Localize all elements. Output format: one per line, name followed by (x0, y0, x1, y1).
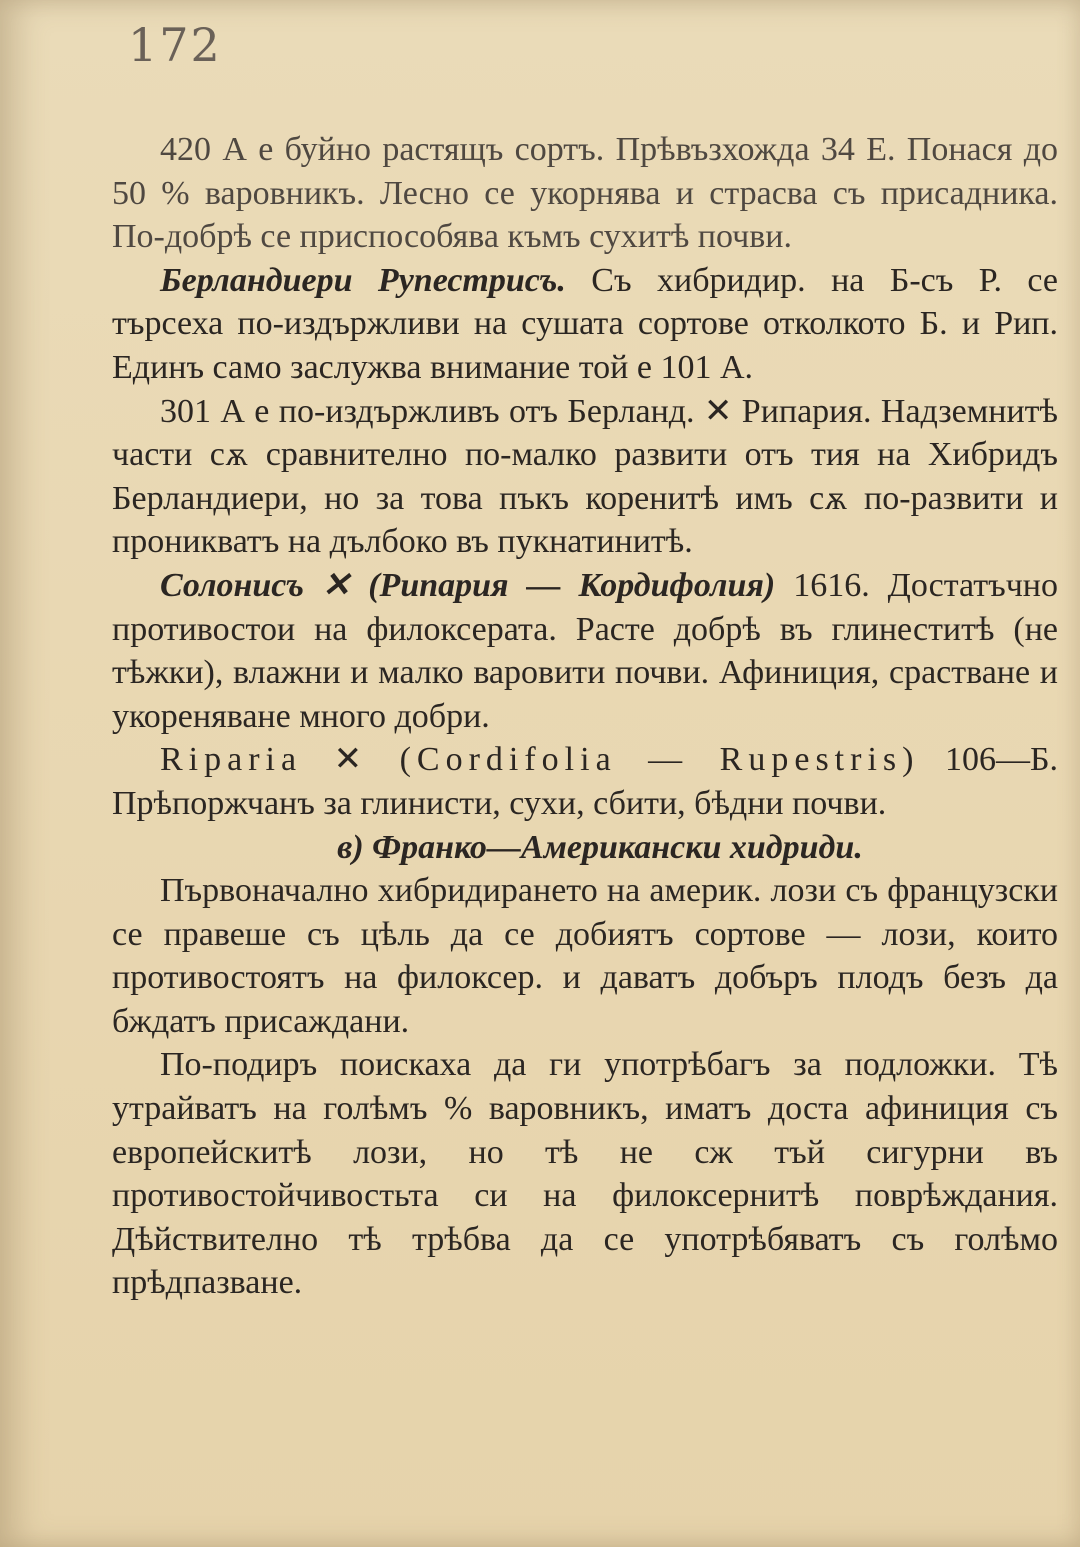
paragraph-text: 106—Б. Прѣпоржчанъ за глинисти, сухи, сбити, бѣдни почви. (112, 741, 1059, 822)
paragraph-text: 420 А е буйно растящъ сортъ. Прѣвъзхожда 34 Е. Понася до 50 % варовникъ. Лесно се укорнява и страсва съ присадника. По-добрѣ се приспособява къмъ сухитѣ почви. (112, 131, 1058, 256)
paragraph-lead: Берландиери Рупестрисъ. (160, 261, 566, 299)
paragraph-text: 301 А е по-издържливъ отъ Берланд. ✕ Рипария. Надземнитѣ части сѫ сравнително по-малко развити отъ тия на Хибридъ Берландиери, но за това пъкъ коренитѣ имъ сѫ по-развити и проникватъ на дълбоко въ пукнатинитѣ. (112, 392, 1058, 561)
paragraph-riparia (112, 738, 1058, 825)
paragraph-berlandieri-rupestris (112, 259, 1058, 390)
page-body (112, 128, 1058, 1305)
section-paragraph: Първоначално хибридирането на америк. лози съ французски се правеше съ цѣль да се добиятъ сортове — лози, които противостоятъ на филоксер. и даватъ добъръ плодъ безъ да бждатъ присаждани. (112, 872, 1058, 1040)
paragraph-solonis (112, 564, 1058, 738)
paragraph-text: 1616. Достатъчно противостои на филоксерата. Расте добрѣ въ глинеститѣ (не тѣжки), влажни и малко варовити почви. Афиниция, срастване и укореняване много добри. (112, 566, 1058, 735)
paragraph-301a (112, 390, 1058, 564)
paragraph-lead: Солонисъ ✕ (Рипария — Кордифолия) (160, 566, 776, 604)
paragraph-420a (112, 128, 1058, 259)
paragraph-text: Съ хибридир. на Б-съ Р. се търсеха по-издържливи на сушата сортове отколкото Б. и Рип. Единъ само заслужва внимание той е 101 А. (112, 261, 1058, 386)
page-number: 172 (128, 18, 222, 72)
paragraph-lead: Riparia ✕ (Cordifolia — Rupestris) (160, 741, 920, 779)
section-heading: в) Франко—Американски хидриди. (337, 828, 863, 866)
section-paragraph: По-подиръ поискаха да ги употрѣбагъ за подложки. Тѣ утрайватъ на голѣмъ % варовникъ, иматъ доста афиниция съ европейскитѣ лози, но тѣ не сж тъй сигурни въ противостойчивостьта си на филоксернитѣ поврѣждания. Дѣйствително тѣ трѣбва да се употрѣбяватъ съ голѣмо прѣдпазване. (112, 1046, 1058, 1302)
